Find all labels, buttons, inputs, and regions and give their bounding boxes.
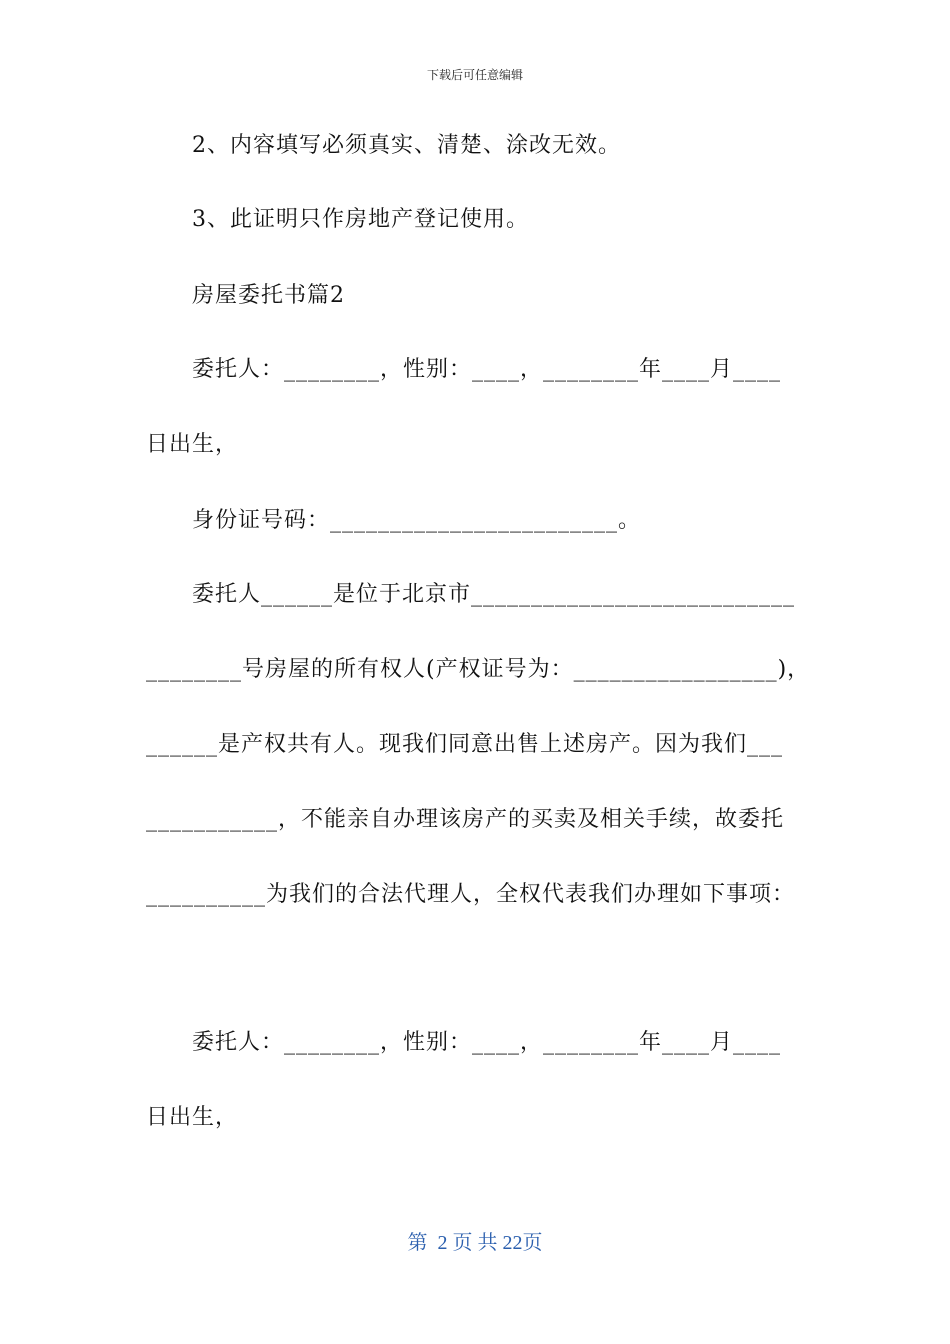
document-line-9: ______是产权共有人。现我们同意出售上述房产。因为我们___	[146, 732, 784, 757]
document-line-2: 3、此证明只作房地产登记使用。	[192, 207, 529, 232]
document-line-4: 委托人：________，性别：____，________年____月____	[192, 357, 782, 382]
document-line-12: 委托人：________，性别：____，________年____月____	[192, 1030, 782, 1055]
document-line-1: 2、内容填写必须真实、清楚、涂改无效。	[192, 133, 621, 158]
page-number-footer: 第 2 页 共 22页	[407, 1232, 543, 1254]
document-line-10: ___________，不能亲自办理该房产的买卖及相关手续，故委托	[146, 807, 785, 832]
document-line-13: 日出生，	[146, 1105, 239, 1130]
document-line-8: ________号房屋的所有权人(产权证号为：_________________)，	[146, 657, 811, 682]
document-line-6: 身份证号码：________________________。	[192, 508, 642, 533]
document-line-5: 日出生，	[146, 432, 239, 457]
page-header: 下载后可任意编辑	[426, 68, 523, 82]
document-line-7: 委托人______是位于北京市___________________________	[192, 582, 796, 607]
section-title: 房屋委托书篇2	[192, 283, 345, 308]
document-line-11: __________为我们的合法代理人，全权代表我们办理如下事项：	[146, 882, 796, 907]
